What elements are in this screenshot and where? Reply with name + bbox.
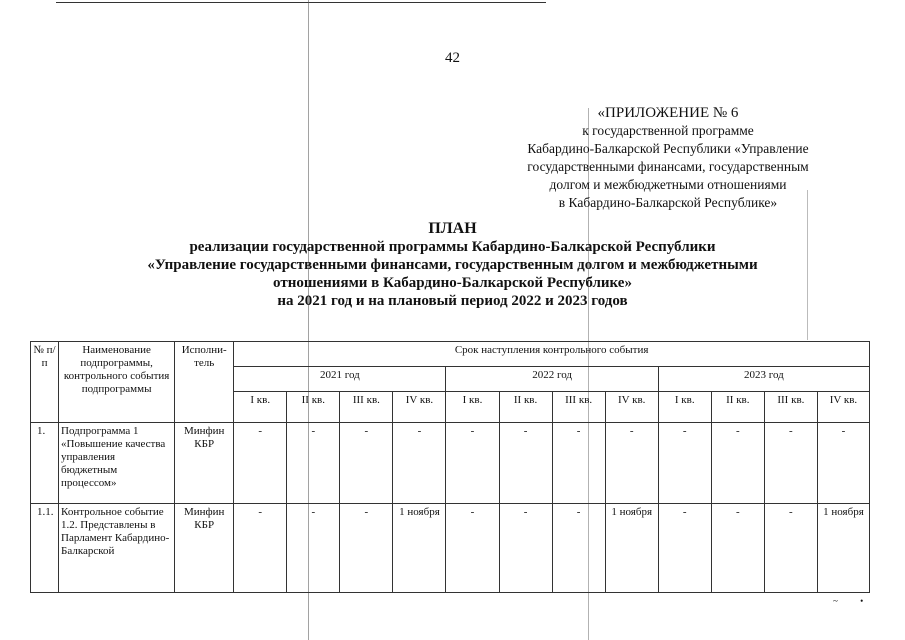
header-quarter: III кв. bbox=[340, 392, 393, 423]
quarter-cell: - bbox=[764, 504, 817, 593]
table-row bbox=[31, 504, 870, 593]
quarter-cell: 1 ноября bbox=[393, 504, 446, 593]
header-quarter: I кв. bbox=[446, 392, 499, 423]
quarter-cell: - bbox=[711, 423, 764, 504]
quarter-cell: - bbox=[764, 423, 817, 504]
row-name: Контрольное событие 1.2. Представлены в Парламент Кабардино-Балкарской bbox=[59, 504, 175, 593]
table-row bbox=[31, 423, 870, 504]
row-executor: Минфин КБР bbox=[175, 504, 234, 593]
table-header-row bbox=[31, 342, 870, 367]
header-quarter: II кв. bbox=[287, 392, 340, 423]
header-quarter: IV кв. bbox=[605, 392, 658, 423]
row-executor: Минфин КБР bbox=[175, 423, 234, 504]
header-quarter: II кв. bbox=[499, 392, 552, 423]
row-number: 1. bbox=[31, 423, 59, 504]
plan-subtitle-line: на 2021 год и на плановый период 2022 и 2023 годов bbox=[277, 293, 628, 309]
quarter-cell: - bbox=[234, 423, 287, 504]
quarter-cell: - bbox=[552, 504, 605, 593]
plan-subtitle-line: «Управление государственными финансами, государственным долгом и межбюджетными bbox=[147, 257, 758, 273]
page-number: 42 bbox=[445, 50, 460, 66]
quarter-cell: - bbox=[234, 504, 287, 593]
row-number: 1.1. bbox=[31, 504, 59, 593]
appendix-header bbox=[498, 104, 838, 212]
header-number: № п/п bbox=[31, 342, 59, 423]
scan-top-line bbox=[56, 2, 546, 3]
header-quarter: III кв. bbox=[764, 392, 817, 423]
header-deadline: Срок наступления контрольного события bbox=[234, 342, 870, 367]
quarter-cell: - bbox=[340, 504, 393, 593]
appendix-line: в Кабардино-Балкарской Республике» bbox=[558, 195, 778, 210]
quarter-cell: - bbox=[658, 504, 711, 593]
header-name: Наименование подпрограммы, контрольного события подпрограммы bbox=[59, 342, 175, 423]
plan-subtitle-line: реализации государственной программы Кабардино-Балкарской Республики bbox=[189, 239, 716, 255]
scan-corner-marks: ~ • bbox=[833, 596, 874, 606]
quarter-cell: - bbox=[446, 504, 499, 593]
quarter-cell: - bbox=[711, 504, 764, 593]
appendix-line: государственными финансами, государственным bbox=[527, 159, 809, 174]
appendix-line: к государственной программе bbox=[582, 123, 754, 138]
quarter-cell: - bbox=[393, 423, 446, 504]
plan-heading bbox=[0, 220, 905, 310]
appendix-line: долгом и межбюджетными отношениями bbox=[549, 177, 787, 192]
quarter-cell: - bbox=[340, 423, 393, 504]
header-executor: Исполни-тель bbox=[175, 342, 234, 423]
quarter-cell: - bbox=[499, 504, 552, 593]
header-quarter: II кв. bbox=[711, 392, 764, 423]
quarter-cell: - bbox=[287, 504, 340, 593]
plan-subtitle-line: отношениями в Кабардино-Балкарской Республике» bbox=[273, 275, 632, 291]
header-quarter: I кв. bbox=[658, 392, 711, 423]
row-name: Подпрограмма 1 «Повышение качества управления бюджетным процессом» bbox=[59, 423, 175, 504]
quarter-cell: - bbox=[287, 423, 340, 504]
header-year: 2023 год bbox=[658, 367, 869, 392]
header-year: 2021 год bbox=[234, 367, 446, 392]
quarter-cell: - bbox=[605, 423, 658, 504]
appendix-line: Кабардино-Балкарской Республики «Управление bbox=[527, 141, 809, 156]
header-quarter: III кв. bbox=[552, 392, 605, 423]
header-quarter: I кв. bbox=[234, 392, 287, 423]
quarter-cell: - bbox=[499, 423, 552, 504]
quarter-cell: 1 ноября bbox=[817, 504, 869, 593]
header-quarter: IV кв. bbox=[817, 392, 869, 423]
quarter-cell: - bbox=[658, 423, 711, 504]
header-year: 2022 год bbox=[446, 367, 658, 392]
appendix-title: «ПРИЛОЖЕНИЕ № 6 bbox=[597, 105, 739, 121]
quarter-cell: - bbox=[446, 423, 499, 504]
quarter-cell: - bbox=[552, 423, 605, 504]
plan-title: ПЛАН bbox=[428, 220, 477, 237]
quarter-cell: 1 ноября bbox=[605, 504, 658, 593]
quarter-cell: - bbox=[817, 423, 869, 504]
header-quarter: IV кв. bbox=[393, 392, 446, 423]
plan-table bbox=[30, 341, 870, 593]
